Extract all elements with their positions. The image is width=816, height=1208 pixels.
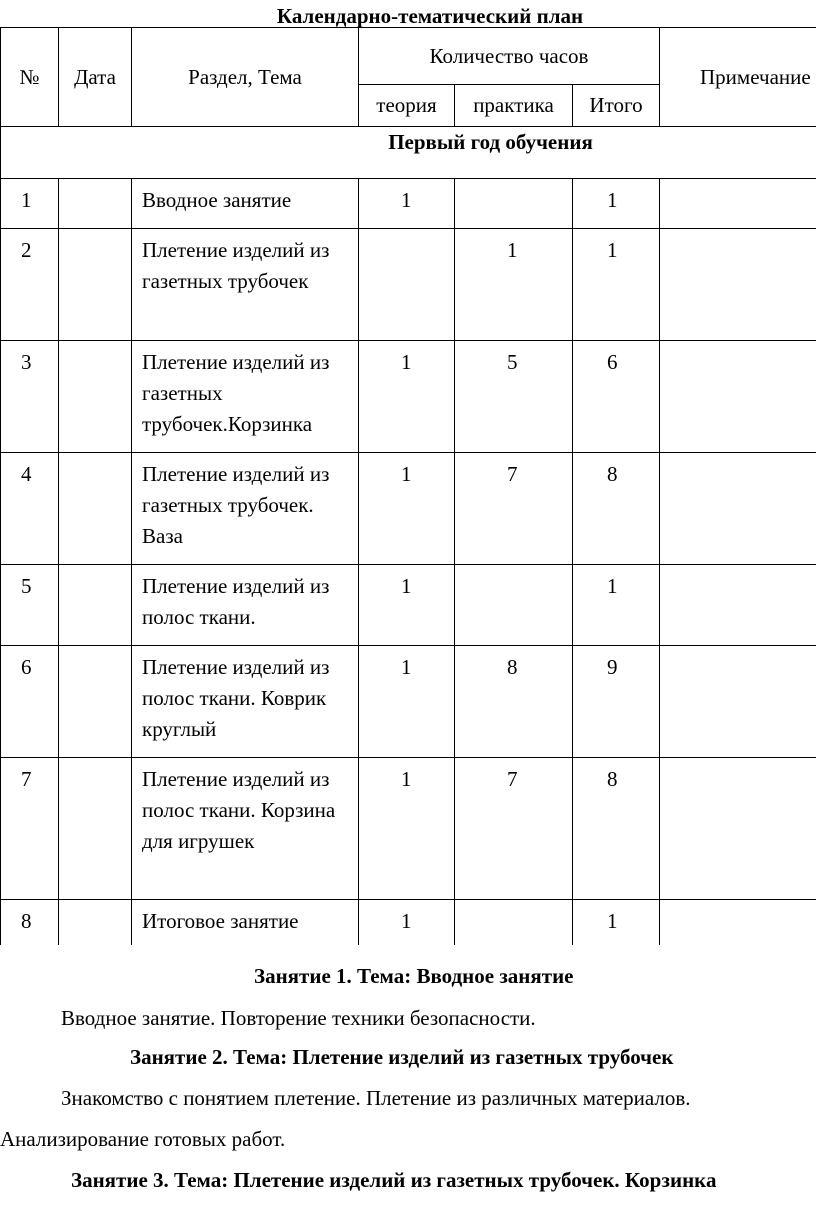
cell-note [660,229,816,341]
table-row [1,565,816,646]
cell-num: 7 [1,758,59,900]
header-hours: Количество часов [359,28,660,85]
lesson-1-heading: Занятие 1. Тема: Вводное занятие [254,964,574,988]
cell-topic: Итоговое занятие [132,900,359,946]
cell-num: 5 [1,565,59,646]
cell-total: 6 [573,341,660,453]
header-date: Дата [59,28,132,127]
plan-table-wrapper [0,27,816,945]
table-row [1,179,816,229]
cell-practice [455,565,573,646]
header-topic: Раздел, Тема [132,28,359,127]
cell-date [59,565,132,646]
section-title: Первый год обучения [1,127,816,179]
cell-practice: 8 [455,646,573,758]
header-row [1,28,816,85]
table-row [1,453,816,565]
table-row [1,229,816,341]
cell-practice: 5 [455,341,573,453]
cell-total: 1 [573,900,660,946]
lesson-1-text: Вводное занятие. Повторение техники безопасности. [61,1006,536,1030]
page-title: Календарно-тематический план [276,4,584,28]
cell-practice [455,900,573,946]
table-row [1,341,816,453]
cell-practice [455,179,573,229]
plan-table [0,27,816,945]
cell-practice: 7 [455,758,573,900]
cell-num: 1 [1,179,59,229]
lesson-2-heading: Занятие 2. Тема: Плетение изделий из газетных трубочек [130,1045,674,1069]
cell-note [660,565,816,646]
cell-theory: 1 [359,646,455,758]
cell-theory: 1 [359,341,455,453]
cell-date [59,179,132,229]
table-row [1,900,816,946]
cell-date [59,341,132,453]
cell-topic: Плетение изделий из газетных трубочек.Корзинка [132,341,359,453]
cell-total: 1 [573,565,660,646]
cell-practice: 7 [455,453,573,565]
header-note: Примечание [660,28,816,127]
lesson-2-text: Знакомство с понятием плетение. Плетение из различных материалов. [61,1086,691,1110]
cell-total: 1 [573,229,660,341]
table-row [1,646,816,758]
cell-theory: 1 [359,758,455,900]
cell-note [660,341,816,453]
cell-theory: 1 [359,900,455,946]
table-row [1,758,816,900]
header-num: № [1,28,59,127]
cell-total: 9 [573,646,660,758]
header-theory: теория [359,85,455,127]
cell-topic: Плетение изделий из полос ткани. [132,565,359,646]
cell-total: 8 [573,758,660,900]
lesson-2-text-continued: Анализирование готовых работ. [0,1127,286,1151]
cell-date [59,646,132,758]
header-practice: практика [455,85,573,127]
header-total: Итого [573,85,660,127]
cell-num: 4 [1,453,59,565]
cell-theory: 1 [359,453,455,565]
cell-practice: 1 [455,229,573,341]
cell-topic: Плетение изделий из полос ткани. Коврик круглый [132,646,359,758]
section-row [1,127,816,179]
cell-num: 6 [1,646,59,758]
cell-topic: Плетение изделий из полос ткани. Корзина для игрушек [132,758,359,900]
cell-theory: 1 [359,179,455,229]
cell-total: 1 [573,179,660,229]
cell-date [59,453,132,565]
cell-num: 8 [1,900,59,946]
cell-topic: Плетение изделий из газетных трубочек. Ваза [132,453,359,565]
cell-note [660,453,816,565]
cell-date [59,229,132,341]
cell-theory [359,229,455,341]
cell-note [660,900,816,946]
cell-date [59,900,132,946]
cell-note [660,646,816,758]
cell-num: 2 [1,229,59,341]
cell-num: 3 [1,341,59,453]
cell-topic: Плетение изделий из газетных трубочек [132,229,359,341]
cell-topic: Вводное занятие [132,179,359,229]
cell-note [660,758,816,900]
cell-note [660,179,816,229]
cell-total: 8 [573,453,660,565]
cell-date [59,758,132,900]
cell-theory: 1 [359,565,455,646]
lesson-3-heading: Занятие 3. Тема: Плетение изделий из газетных трубочек. Корзинка [71,1168,717,1192]
